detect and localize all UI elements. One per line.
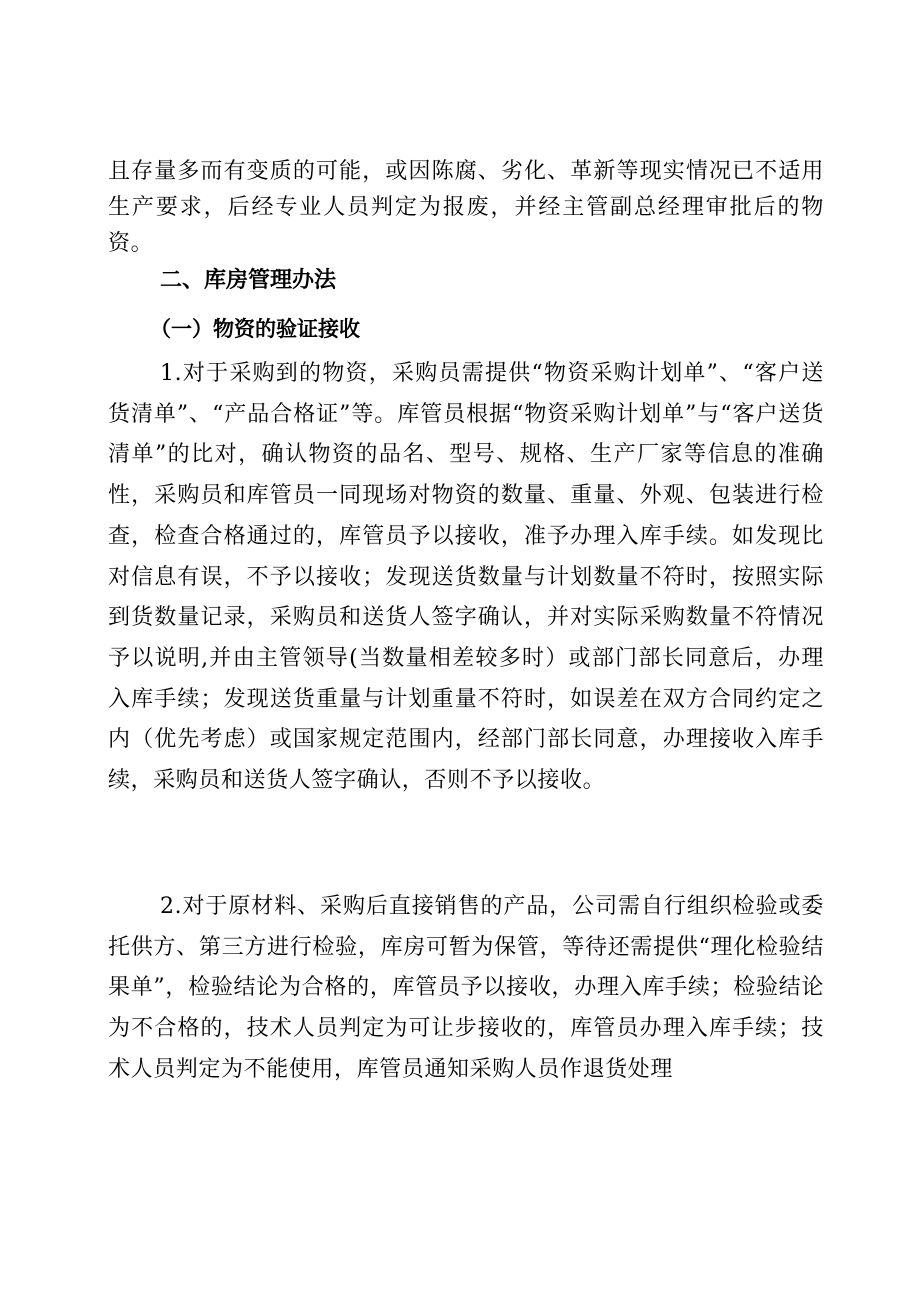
body-paragraph-1: 1.对于采购到的物资，采购员需提供“物资采购计划单”、“客户送货清单”、“产品合格证”等。库管员根据“物资采购计划单”与“客户送货清单”的比对，确认物资的品名、型号、规格、生产厂家等信息的准确性，采购员和库管员一同现场对物资的数量、重量、外观、包装进行检查，检查合格通过的，库管员予以接收，准予办理入库手续。如发现比对信息有误，不予以接收；发现送货数量与计划数量不符时，按照实际到货数量记录，采购员和送货人签字确认，并对实际采购数量不符情况予以说明,并由主管领导(当数量相差较多时）或部门部长同意后，办理入库手续；发现送货重量与计划重量不符时，如误差在双方合同约定之内（优先考虑）或国家规定范围内，经部门部长同意，办理接收入库手续，采购员和送货人签字确认，否则不予以接收。: [108, 361, 824, 794]
body-paragraph-2: 2.对于原材料、采购后直接销售的产品，公司需自行组织检验或委托供方、第三方进行检验，库房可暂为保管，等待还需提供“理化检验结果单”，检验结论为合格的，库管员予以接收，办理入库手续；检验结论为不合格的，技术人员判定为可让步接收的，库管员办理入库手续；技术人员判定为不能使用，库管员通知采购人员作退货处理: [108, 894, 824, 1082]
section-heading: 二、库房管理办法: [160, 268, 337, 293]
subsection-heading: （一）物资的验证接收: [150, 316, 360, 341]
continuation-paragraph: 且存量多而有变质的可能，或因陈腐、劣化、革新等现实情况已不适用生产要求，后经专业人员判定为报废，并经主管副总经理审批后的物资。: [108, 159, 824, 256]
